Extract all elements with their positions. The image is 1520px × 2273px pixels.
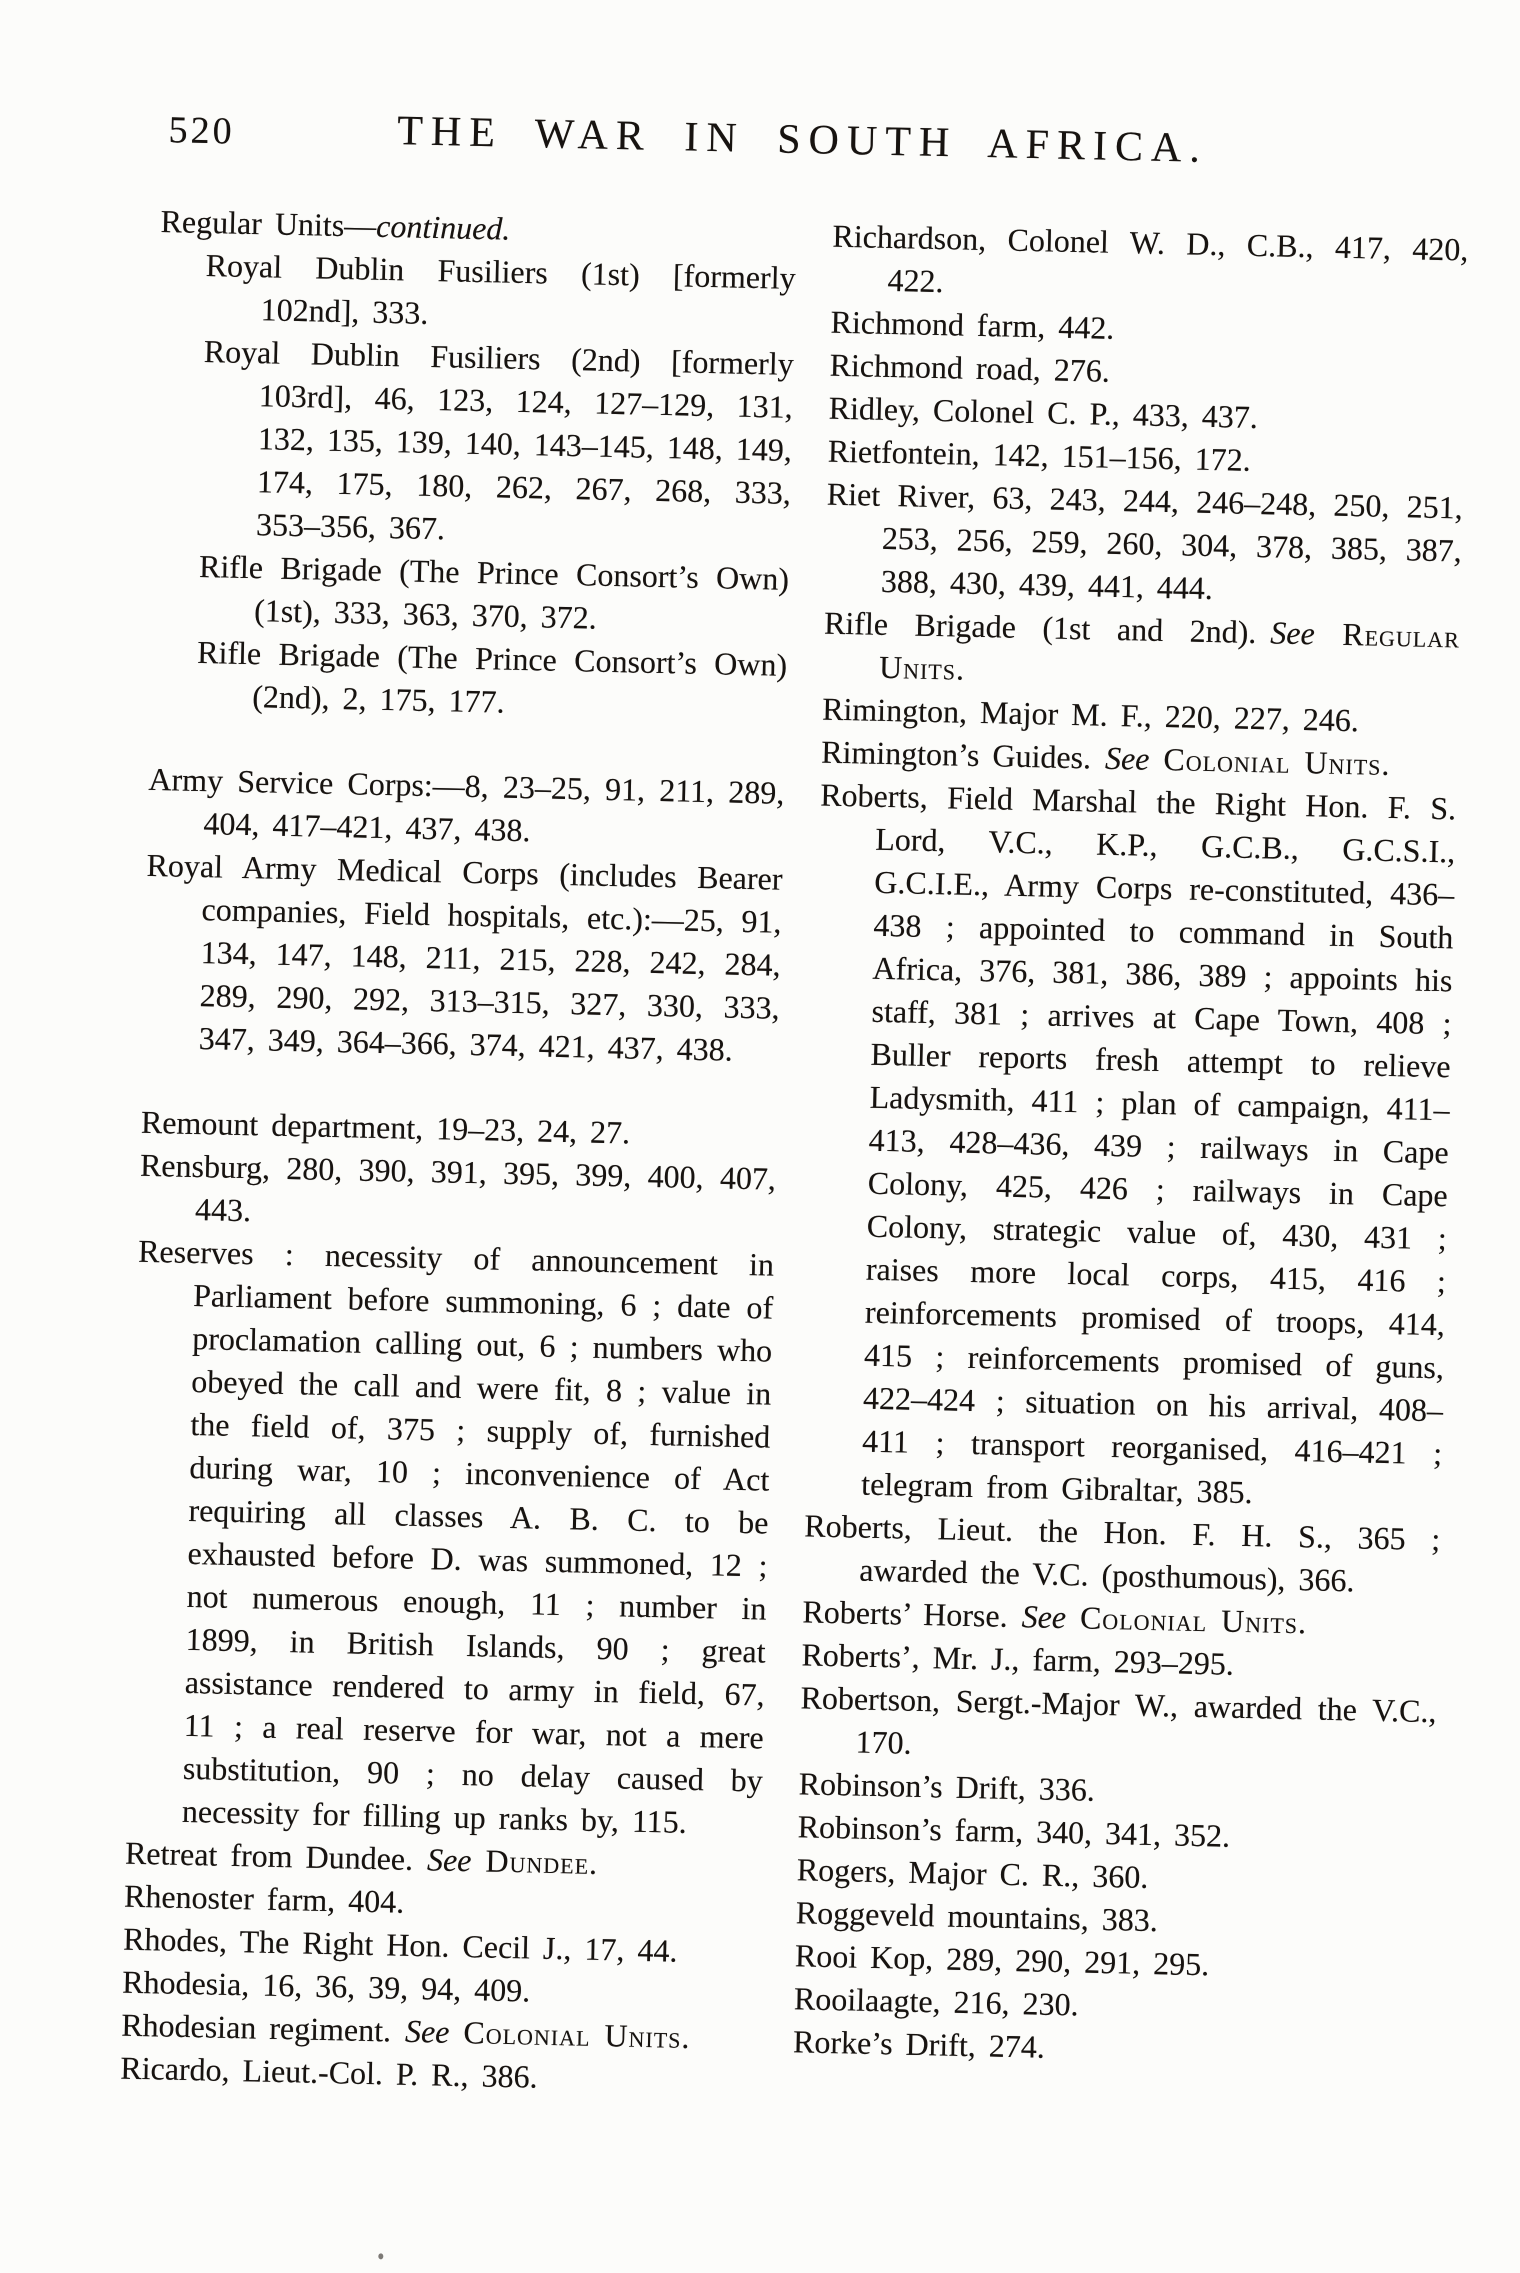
entry-text: Richardson, Colonel W. D., C.B., 417, 420, 422.	[832, 217, 1469, 300]
entry-text: Roberts, Lieut. the Hon. F. H. S., 365 ; awarded the V.C. (posthumous), 366.	[803, 1507, 1441, 1599]
entry-text: Remount department, 19–23, 24, 27.	[140, 1103, 631, 1151]
entry-text: Retreat from Dundee.	[124, 1834, 414, 1877]
entry-text: Roberts, Field Marshal the Right Hon. F. S. Lord, V.C., K.P., G.C.B., G.C.S.I., G.C.I.E., Army Corps re-constituted, 436–438 ; appointed to command in South Africa, 376, 381, 386, 389 ; appoints his staff, 381 ; arrives at Cape Town, 408 ; Buller reports fresh attempt to relieve Ladysmith, 411 ; plan of campaign, 411–413, 428–436, 439 ; railways in Cape Colony, 425, 426 ; railways in Cape Colony, strategic value of, 430, 431 ; raises more local corps, 415, 416 ; reinforcements promised of troops, 414, 415 ; reinforcements promised of guns, 422–424 ; situation on his arrival, 408–411 ; transport reorganised, 416–421 ; telegram from Gibraltar, 385.	[819, 776, 1457, 1511]
cross-ref-see: See	[1021, 1598, 1067, 1636]
entry-text: Richmond farm, 442.	[830, 303, 1115, 346]
entry-text: Army Service Corps:—8, 23–25, 91, 211, 289, 404, 417–421, 437, 438.	[148, 760, 785, 849]
entry-text: Rooi Kop, 289, 290, 291, 295.	[794, 1937, 1210, 1983]
index-entry	[823, 602, 1461, 702]
entry-text: Robertson, Sergt.-Major W., awarded the V.C., 170.	[800, 1679, 1437, 1761]
entry-text: Ricardo, Lieut.-Col. P. R., 386.	[119, 2049, 538, 2095]
entry-text: Riet River, 63, 243, 244, 246–248, 250, 251, 253, 256, 259, 260, 304, 378, 385, 387, 388, 430, 439, 441, 444.	[826, 475, 1464, 607]
entry-text: Royal Army Medical Corps (includes Bearer companies, Field hospitals, etc.):—25, 91, 134, 147, 148, 211, 215, 228, 242, 284, 289, 290, 292, 313–315, 327, 330, 333, 347, 349, 364–366, 374, 421, 437, 438.	[146, 846, 783, 1068]
entry-text: Rietfontein, 142, 151–156, 172.	[827, 432, 1252, 478]
index-entry	[825, 473, 1464, 616]
cross-ref-target: Colonial Units.	[449, 2013, 691, 2056]
index-entry	[139, 1144, 777, 1244]
index-entry	[204, 244, 796, 343]
index-entry	[831, 215, 1469, 315]
entry-text: Rifle Brigade (1st and 2nd).	[823, 604, 1257, 651]
entry-text-italic: continued.	[375, 207, 511, 247]
left-column	[120, 200, 797, 2103]
right-column	[792, 215, 1469, 2118]
entry-text: Rimington’s Guides.	[820, 733, 1092, 776]
entry-text: Rhodesian regiment.	[120, 2006, 392, 2049]
entry-text: Rensburg, 280, 390, 391, 395, 399, 400, 407, 443.	[139, 1146, 777, 1229]
entry-text: Rifle Brigade (The Prince Consort’s Own) (1st), 333, 363, 370, 372.	[198, 547, 790, 636]
index-entry	[142, 844, 783, 1073]
index-entry	[198, 545, 790, 644]
index-entry	[799, 1676, 1437, 1776]
cross-ref-target: Colonial Units.	[1149, 740, 1391, 782]
cross-ref-see: See	[1270, 614, 1316, 652]
entry-text: Robinson’s farm, 340, 341, 352.	[797, 1808, 1231, 1854]
entry-text: Reserves : necessity of announcement in Parliament before summoning, 6 ; date of proclamation calling out, 6 ; numbers who obeyed the call and were fit, 8 ; value in the field of, 375 ; supply of, furnished during war, 10 ; inconvenience of Act requiring all classes A. B. C. to be exhausted before D. was summoned, 12 ; not numerous enough, 11 ; number in 1899, in British Islands, 90 ; great assistance rendered to army in field, 67, 11 ; a real reserve for war, not a mere substitution, 90 ; no delay caused by necessity for filling up ranks by, 115.	[137, 1232, 775, 1840]
entry-text: Rhodesia, 16, 36, 39, 94, 409.	[121, 1963, 531, 2009]
index-entry	[196, 631, 788, 730]
entry-text: Robinson’s Drift, 336.	[798, 1765, 1096, 1808]
scan-speck	[378, 2253, 383, 2259]
index-entry	[803, 1504, 1441, 1604]
page-number: 520	[168, 109, 236, 153]
entry-text: Richmond road, 276.	[829, 346, 1111, 389]
index-entry	[126, 1230, 775, 1846]
index-entry	[805, 774, 1457, 1519]
entry-text: Rifle Brigade (The Prince Consort’s Own) (2nd), 2, 175, 177.	[196, 633, 788, 720]
entry-text: Royal Dublin Fusiliers (2nd) [formerly 103rd], 46, 123, 124, 127–129, 131, 132, 135, 139, 140, 143–145, 148, 149, 174, 175, 180, 262, 267, 268, 333, 353–356, 367.	[203, 333, 795, 547]
cross-ref-target: Dundee.	[471, 1842, 599, 1881]
page-title: THE WAR IN SOUTH AFRICA.	[396, 108, 1209, 172]
entry-text: Rogers, Major C. R., 360.	[796, 1851, 1149, 1895]
entry-text: Regular Units—	[160, 203, 377, 244]
entry-text: Rooilaagte, 216, 230.	[793, 1980, 1079, 2023]
entry-text: Roberts’, Mr. J., farm, 293–295.	[801, 1636, 1235, 1682]
cross-ref-see: See	[426, 1841, 472, 1879]
cross-ref-target: Colonial Units.	[1065, 1599, 1308, 1641]
entry-text: Ridley, Colonel C. P., 433, 437.	[828, 389, 1259, 436]
index-entry	[147, 758, 785, 858]
entry-text: Rhodes, The Right Hon. Cecil J., 17, 44.	[122, 1920, 678, 1969]
index-entry	[200, 330, 795, 558]
cross-ref-target: Regular Units.	[878, 615, 1461, 687]
cross-ref-see: See	[1104, 739, 1150, 777]
entry-text: Roggeveld mountains, 383.	[795, 1894, 1159, 1939]
entry-text: Rhenoster farm, 404.	[123, 1877, 405, 1920]
entry-text: Rimington, Major M. F., 220, 227, 246.	[821, 690, 1360, 739]
index-columns	[0, 197, 1519, 2120]
entry-text: Rorke’s Drift, 274.	[792, 2023, 1046, 2065]
entry-text: Royal Dublin Fusiliers (1st) [formerly 102nd], 333.	[205, 247, 796, 331]
entry-text: Roberts’ Horse.	[802, 1593, 1009, 1634]
running-head	[0, 99, 1520, 194]
cross-ref-see: See	[404, 2012, 450, 2050]
